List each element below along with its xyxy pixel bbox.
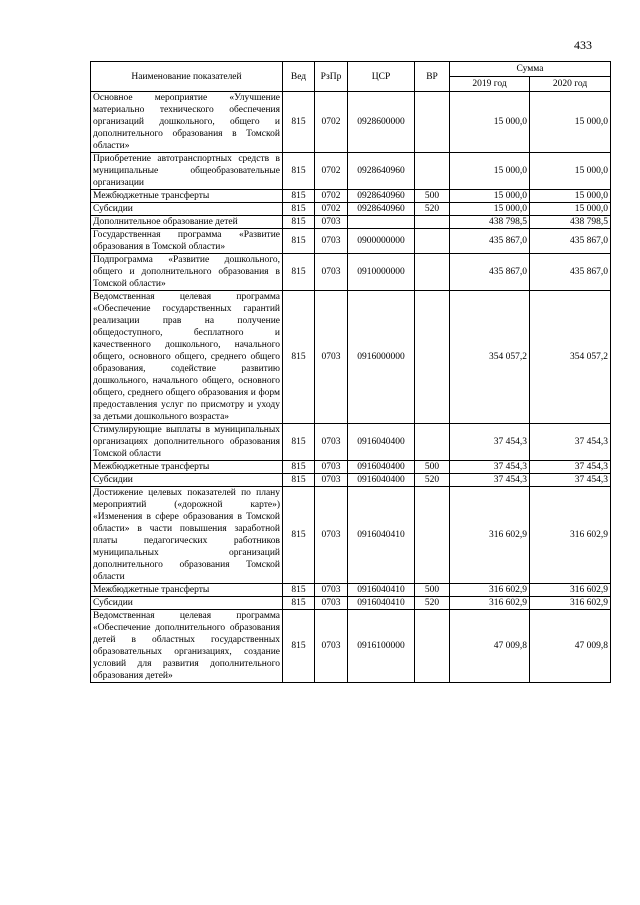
budget-table	[90, 61, 611, 683]
table-row	[91, 190, 611, 203]
cell-name: Субсидии	[91, 474, 283, 487]
table-row	[91, 424, 611, 461]
cell-vr	[415, 610, 450, 683]
table-row	[91, 584, 611, 597]
cell-2020: 316 602,9	[530, 487, 611, 584]
cell-vr	[415, 487, 450, 584]
header-name: Наименование показателей	[91, 62, 283, 92]
cell-2019: 37 454,3	[450, 424, 530, 461]
cell-2020: 435 867,0	[530, 254, 611, 291]
cell-vr	[415, 229, 450, 254]
cell-csr: 0928640960	[348, 153, 415, 190]
cell-rzpr: 0703	[315, 216, 348, 229]
cell-rzpr: 0702	[315, 203, 348, 216]
table-row	[91, 291, 611, 424]
table-row	[91, 203, 611, 216]
cell-ved: 815	[283, 153, 315, 190]
cell-ved: 815	[283, 216, 315, 229]
cell-csr: 0928600000	[348, 92, 415, 153]
cell-2020: 47 009,8	[530, 610, 611, 683]
cell-ved: 815	[283, 597, 315, 610]
cell-csr: 0916100000	[348, 610, 415, 683]
cell-name: Приобретение автотранспортных средств в муниципальные общеобразовательные организации	[91, 153, 283, 190]
cell-rzpr: 0703	[315, 610, 348, 683]
table-body	[91, 92, 611, 683]
cell-name: Подпрограмма «Развитие дошкольного, общего и дополнительного образования в Томской области»	[91, 254, 283, 291]
cell-rzpr: 0703	[315, 487, 348, 584]
cell-ved: 815	[283, 291, 315, 424]
cell-2019: 15 000,0	[450, 92, 530, 153]
cell-2020: 435 867,0	[530, 229, 611, 254]
header-2019: 2019 год	[450, 77, 530, 92]
cell-csr: 0916040410	[348, 487, 415, 584]
cell-ved: 815	[283, 190, 315, 203]
cell-ved: 815	[283, 610, 315, 683]
cell-rzpr: 0703	[315, 229, 348, 254]
cell-csr	[348, 216, 415, 229]
cell-2019: 37 454,3	[450, 474, 530, 487]
cell-2019: 354 057,2	[450, 291, 530, 424]
cell-name: Межбюджетные трансферты	[91, 584, 283, 597]
cell-2020: 316 602,9	[530, 584, 611, 597]
cell-rzpr: 0703	[315, 461, 348, 474]
cell-name: Стимулирующие выплаты в муниципальных организациях дополнительного образования Томской области	[91, 424, 283, 461]
cell-2020: 15 000,0	[530, 190, 611, 203]
cell-2019: 438 798,5	[450, 216, 530, 229]
cell-rzpr: 0703	[315, 474, 348, 487]
cell-csr: 0928640960	[348, 203, 415, 216]
cell-vr	[415, 153, 450, 190]
cell-name: Межбюджетные трансферты	[91, 461, 283, 474]
cell-2019: 435 867,0	[450, 254, 530, 291]
cell-ved: 815	[283, 487, 315, 584]
cell-2019: 15 000,0	[450, 203, 530, 216]
cell-2019: 37 454,3	[450, 461, 530, 474]
cell-2020: 37 454,3	[530, 424, 611, 461]
cell-name: Субсидии	[91, 203, 283, 216]
cell-2020: 15 000,0	[530, 203, 611, 216]
page-number: 433	[574, 38, 592, 52]
cell-vr: 500	[415, 190, 450, 203]
cell-rzpr: 0703	[315, 584, 348, 597]
table-row	[91, 153, 611, 190]
table-row	[91, 229, 611, 254]
cell-rzpr: 0703	[315, 597, 348, 610]
cell-name: Достижение целевых показателей по плану мероприятий («дорожной карте») «Изменения в сфере образования в Томской области» в части повышения заработной платы педагогических работников муниципальных организаций дополнительного образования Томской области	[91, 487, 283, 584]
table-row	[91, 254, 611, 291]
cell-2020: 354 057,2	[530, 291, 611, 424]
cell-ved: 815	[283, 584, 315, 597]
header-rzpr: РзПр	[315, 62, 348, 92]
cell-vr	[415, 291, 450, 424]
cell-name: Основное мероприятие «Улучшение материально технического обеспечения организаций дошкольного, общего и дополнительного образования в Томской области»	[91, 92, 283, 153]
cell-csr: 0916040410	[348, 584, 415, 597]
cell-name: Межбюджетные трансферты	[91, 190, 283, 203]
cell-2020: 316 602,9	[530, 597, 611, 610]
cell-csr: 0916040400	[348, 474, 415, 487]
cell-2019: 15 000,0	[450, 153, 530, 190]
cell-name: Дополнительное образование детей	[91, 216, 283, 229]
cell-vr	[415, 424, 450, 461]
cell-name: Государственная программа «Развитие образования в Томской области»	[91, 229, 283, 254]
cell-2020: 37 454,3	[530, 461, 611, 474]
cell-2019: 316 602,9	[450, 597, 530, 610]
cell-2020: 438 798,5	[530, 216, 611, 229]
cell-csr: 0910000000	[348, 254, 415, 291]
cell-2020: 15 000,0	[530, 153, 611, 190]
cell-2019: 15 000,0	[450, 190, 530, 203]
cell-vr: 500	[415, 584, 450, 597]
cell-2019: 316 602,9	[450, 584, 530, 597]
cell-csr: 0928640960	[348, 190, 415, 203]
cell-rzpr: 0702	[315, 92, 348, 153]
table-row	[91, 92, 611, 153]
cell-csr: 0900000000	[348, 229, 415, 254]
table-row	[91, 461, 611, 474]
table-row	[91, 610, 611, 683]
cell-csr: 0916040400	[348, 461, 415, 474]
header-vr: ВР	[415, 62, 450, 92]
cell-2019: 47 009,8	[450, 610, 530, 683]
cell-2020: 37 454,3	[530, 474, 611, 487]
table-row	[91, 487, 611, 584]
header-2020: 2020 год	[530, 77, 611, 92]
cell-name: Субсидии	[91, 597, 283, 610]
cell-rzpr: 0703	[315, 424, 348, 461]
table-header	[91, 62, 611, 92]
table-row	[91, 474, 611, 487]
table-row	[91, 597, 611, 610]
cell-vr: 520	[415, 474, 450, 487]
cell-rzpr: 0702	[315, 190, 348, 203]
cell-vr: 520	[415, 597, 450, 610]
cell-name: Ведомственная целевая программа «Обеспечение дополнительного образования детей в областных государственных образовательных организациях, создание условий для развития дополнительного образования детей»	[91, 610, 283, 683]
cell-csr: 0916040410	[348, 597, 415, 610]
header-sum: Сумма	[450, 62, 611, 77]
cell-name: Ведомственная целевая программа «Обеспечение государственных гарантий реализации прав на получение общедоступного, бесплатного и качественного дошкольного, начального общего, основного общего, среднего общего образования, содействие развитию дошкольного, начального общего, основного общего, среднего общего образования и форм предоставления услуг по присмотру и уходу за детьми дошкольного возраста»	[91, 291, 283, 424]
cell-vr: 520	[415, 203, 450, 216]
cell-ved: 815	[283, 254, 315, 291]
header-csr: ЦСР	[348, 62, 415, 92]
cell-ved: 815	[283, 229, 315, 254]
cell-ved: 815	[283, 461, 315, 474]
cell-ved: 815	[283, 424, 315, 461]
cell-rzpr: 0703	[315, 291, 348, 424]
cell-rzpr: 0702	[315, 153, 348, 190]
cell-2019: 435 867,0	[450, 229, 530, 254]
table-row	[91, 216, 611, 229]
cell-vr	[415, 216, 450, 229]
cell-vr	[415, 254, 450, 291]
cell-ved: 815	[283, 203, 315, 216]
cell-vr	[415, 92, 450, 153]
cell-ved: 815	[283, 474, 315, 487]
cell-2020: 15 000,0	[530, 92, 611, 153]
cell-ved: 815	[283, 92, 315, 153]
cell-csr: 0916040400	[348, 424, 415, 461]
cell-2019: 316 602,9	[450, 487, 530, 584]
cell-rzpr: 0703	[315, 254, 348, 291]
header-ved: Вед	[283, 62, 315, 92]
cell-csr: 0916000000	[348, 291, 415, 424]
cell-vr: 500	[415, 461, 450, 474]
